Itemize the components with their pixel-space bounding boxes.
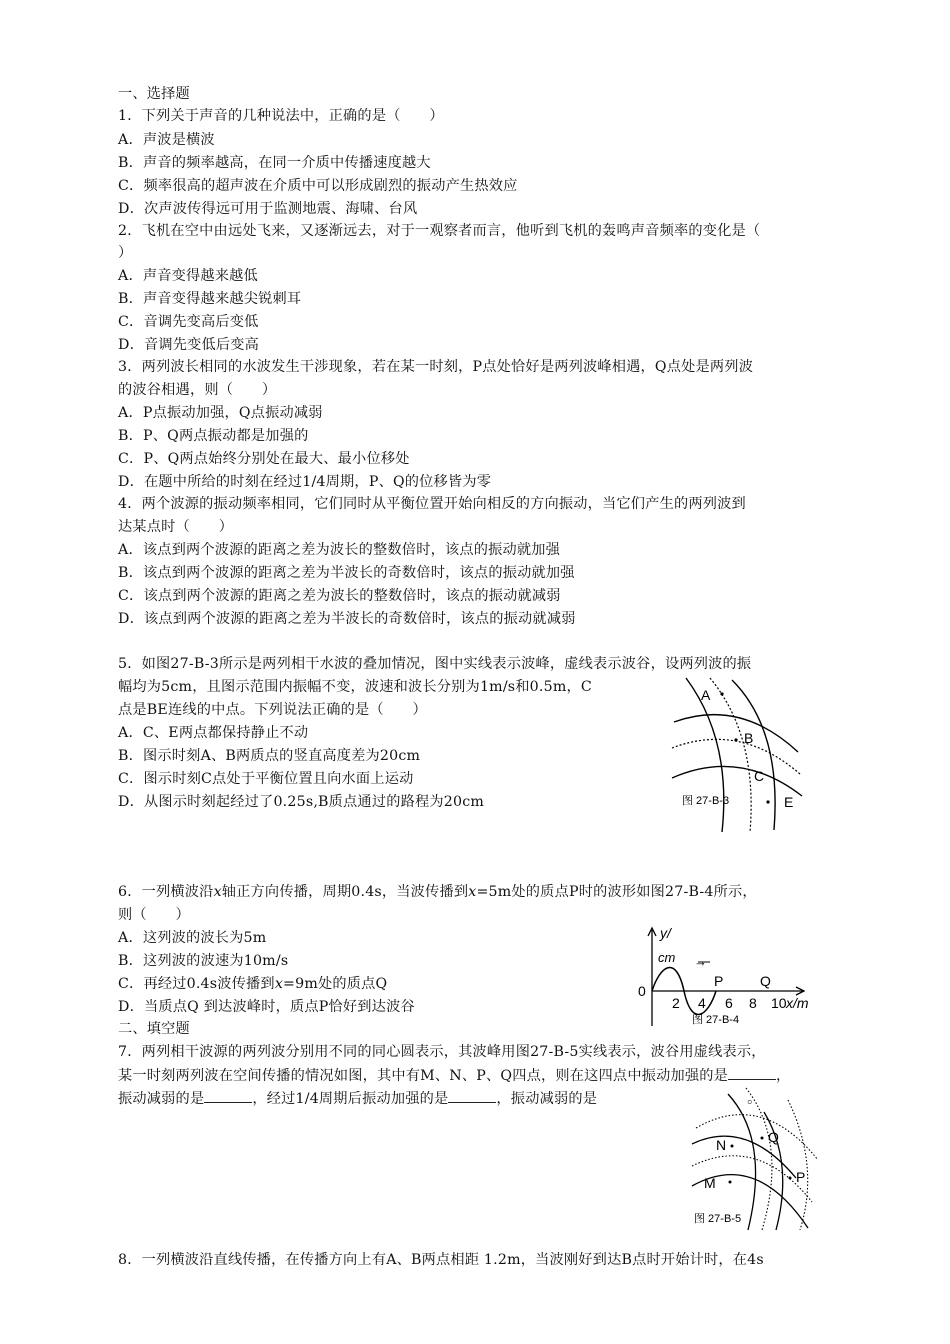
q2-stem-line2: ） [118, 245, 133, 261]
q4-option-a: A．该点到两个波源的距离之差为波长的整数倍时，该点的振动就加强 [118, 542, 561, 558]
q6-stem-text: =5m处的质点P时的波形如图27-B-4所示， [476, 884, 757, 900]
answer-blank[interactable] [204, 1088, 252, 1103]
q1-option-b: B．声音的频率越高，在同一介质中传播速度越大 [118, 155, 431, 171]
x-tick-4: 4 [698, 995, 706, 1011]
x-tick-10: 10 [771, 995, 787, 1011]
q5-stem-line2: 幅均为5cm，且图示范围内振幅不变，波速和波长分别为1m/s和0.5m，C [118, 679, 592, 695]
q4-stem-line1: 4．两个波源的振动频率相同，它们同时从平衡位置开始向相反的方向振动，当它们产生的两列波到 [118, 496, 746, 512]
q7-stem-text: ， [776, 1068, 791, 1084]
q2-option-b: B．声音变得越来越尖锐刺耳 [118, 291, 302, 307]
q6-stem-line2: 则（ ） [118, 907, 190, 923]
q5-option-d: D．从图示时刻起经过了0.25s,B质点通过的路程为20cm [118, 794, 485, 810]
q1-option-c: C．频率很高的超声波在介质中可以形成剧烈的振动产生热效应 [118, 178, 518, 194]
origin-label: 0 [638, 983, 646, 999]
point-p-dot [789, 1177, 792, 1180]
point-m-dot [729, 1181, 732, 1184]
label-q: Q [768, 1129, 779, 1145]
y-axis-label: y/ [660, 925, 671, 941]
q6-x-var: x [213, 884, 222, 900]
q6-x-var: x [274, 976, 284, 992]
q6-option-c-text: C．再经过0.4s波传播到 [118, 976, 275, 992]
q7-stem-text: ，振动减弱的是 [496, 1091, 598, 1107]
q2-option-a: A．声音变得越来越低 [118, 268, 258, 284]
point-q-dot [761, 1137, 764, 1140]
q7-stem-text: ，经过1/4周期后振动加强的是 [252, 1091, 449, 1107]
q7-stem-text: 。 [747, 1091, 762, 1107]
figure-caption: 图 27-B-3 [682, 795, 730, 807]
x-tick-2: 2 [672, 995, 680, 1011]
label-e: E [784, 794, 794, 810]
figure-caption: 图 27-B-4 [692, 1014, 740, 1026]
figure-27-b-3 [670, 670, 810, 835]
label-b: B [744, 730, 754, 746]
q5-stem-line1: 5．如图27-B-3所示是两列相干水波的叠加情况，图中实线表示波峰，虚线表示波谷，设两列波的振 [118, 656, 752, 672]
point-b-dot [734, 738, 737, 741]
figure-caption: 图 27-B-5 [694, 1213, 742, 1225]
point-a-dot [720, 692, 723, 695]
section-heading-choice: 一、选择题 [118, 86, 190, 102]
y-axis-unit: cm [658, 950, 676, 965]
q3-stem-line1: 3．两列波长相同的水波发生干涉现象，若在某一时刻，P点处恰好是两列波峰相遇，Q点处是两列波 [118, 359, 754, 375]
trough-circle [746, 1088, 772, 1230]
q4-option-c: C．该点到两个波源的距离之差为波长的整数倍时，该点的振动就减弱 [118, 588, 561, 604]
wave-trough-line [710, 678, 754, 832]
q7-stem-text: 某一时刻两列波在空间传播的情况如图，其中有M、N、P、Q四点，则在这四点中振动加强的是 [118, 1068, 729, 1084]
label-c: C [754, 768, 765, 784]
point-p-label: P [714, 973, 724, 989]
q8-stem: 8．一列横波沿直线传播，在传播方向上有A、B两点相距 1.2m，当波刚好到达B点时开始计时，在4s [118, 1252, 764, 1268]
label-n: N [716, 1137, 727, 1153]
q2-option-c: C．音调先变高后变低 [118, 314, 259, 330]
label-m: M [704, 1175, 716, 1191]
q6-x-var: x [468, 884, 477, 900]
q5-option-a: A．C、E两点都保持静止不动 [118, 725, 309, 741]
q3-stem-line2: 的波谷相遇，则（ ） [118, 382, 277, 398]
q5-stem-line3: 点是BE连线的中点。下列说法正确的是（ ） [118, 702, 427, 718]
q7-stem-line1: 7．两列相干波源的两列波分别用不同的同心圆表示，其波峰用图27-B-5实线表示，波谷用虚线表示， [118, 1044, 766, 1060]
q2-stem-line1: 2．飞机在空中由远处飞来，又逐渐远去，对于一观察者而言，他听到飞机的轰鸣声音频率的变化是（ [118, 223, 761, 239]
point-e-dot [766, 800, 769, 803]
q7-stem-text: 振动减弱的是 [118, 1091, 205, 1107]
x-axis-label: x/m [786, 995, 809, 1011]
propagation-arrow: → [694, 954, 707, 969]
answer-blank[interactable] [728, 1065, 776, 1080]
q1-option-d: D．次声波传得远可用于监测地震、海啸、台风 [118, 201, 418, 217]
wave-trough-line [672, 739, 800, 774]
q3-option-d: D．在题中所给的时刻在经过1/4周期，P、Q的位移皆为零 [118, 474, 492, 490]
point-n-dot [731, 1145, 734, 1148]
q4-option-d: D．该点到两个波源的距离之差为半波长的奇数倍时，该点的振动就减弱 [118, 611, 576, 627]
q5-option-c: C．图示时刻C点处于平衡位置且向水面上运动 [118, 771, 414, 787]
label-a: A [701, 687, 711, 703]
label-p: P [796, 1169, 806, 1185]
q6-stem-line1 [118, 882, 757, 902]
q3-option-a: A．P点振动加强，Q点振动减弱 [118, 405, 323, 421]
trough-circle [788, 1100, 808, 1230]
q1-option-a: A．声波是横波 [118, 132, 215, 148]
wave-crest-line [732, 680, 775, 830]
point-q-label: Q [760, 973, 771, 989]
q2-option-d: D．音调先变低后变高 [118, 337, 260, 353]
q6-stem-text: 轴正方向传播，周期0.4s，当波传播到 [221, 884, 469, 900]
q5-option-b: B．图示时刻A、B两质点的竖直高度差为20cm [118, 748, 421, 764]
section-heading-fill: 二、填空题 [118, 1021, 190, 1037]
q3-option-b: B．P、Q两点振动都是加强的 [118, 428, 309, 444]
q4-option-b: B．该点到两个波源的距离之差为半波长的奇数倍时，该点的振动就加强 [118, 565, 575, 581]
q6-option-b: B．这列波的波速为10m/s [118, 953, 289, 969]
q6-option-c [118, 974, 387, 994]
q6-option-c-text: =9m处的质点Q [283, 976, 388, 992]
q1-stem: 1．下列关于声音的几种说法中，正确的是（ ） [118, 108, 444, 124]
x-tick-8: 8 [749, 995, 757, 1011]
q6-option-a: A．这列波的波长为5m [118, 930, 267, 946]
figure-27-b-5 [690, 1082, 830, 1234]
answer-blank[interactable] [448, 1088, 496, 1103]
q4-stem-line2: 达某点时（ ） [118, 519, 234, 535]
q6-option-d: D．当质点Q 到达波峰时，质点P恰好到达波谷 [118, 999, 415, 1015]
q3-option-c: C．P、Q两点始终分别处在最大、最小位移处 [118, 451, 410, 467]
wave-crest-line [672, 766, 802, 796]
x-tick-6: 6 [725, 995, 733, 1011]
q6-stem-text: 6．一列横波沿 [118, 884, 214, 900]
q7-stem-line3 [118, 1088, 762, 1109]
figure-27-b-4 [636, 924, 816, 1030]
crest-circle [728, 1094, 756, 1230]
